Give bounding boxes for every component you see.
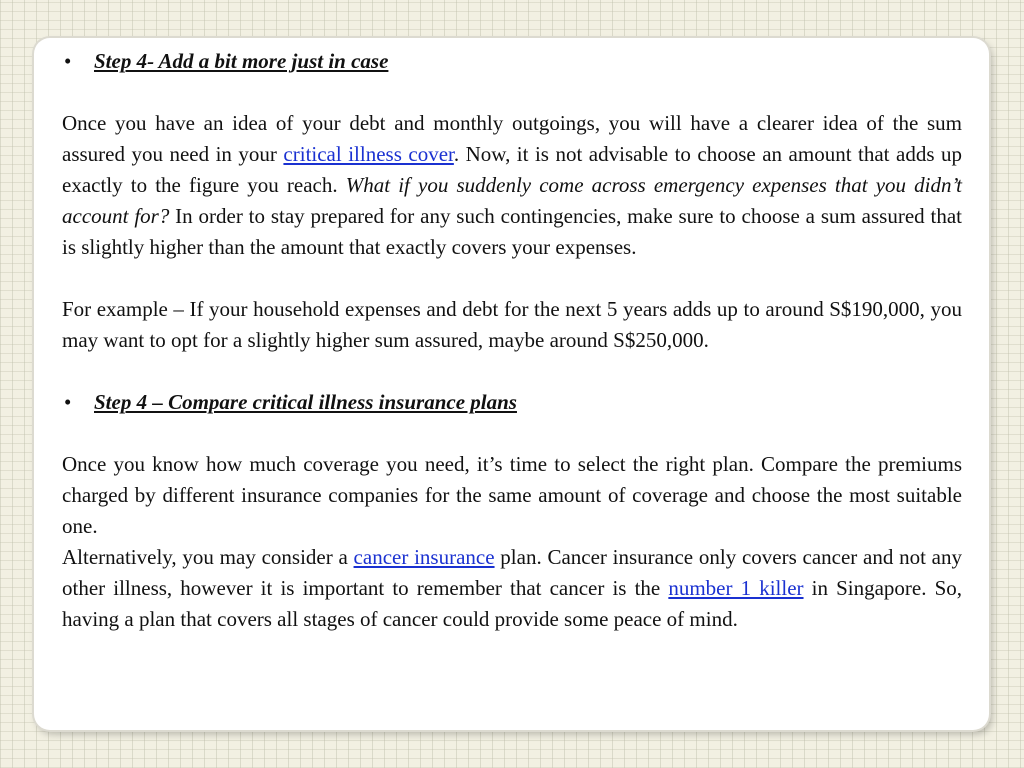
number-1-killer-link[interactable]: number 1 killer [668,576,804,600]
step4-compare-heading: Step 4 – Compare critical illness insurance plans [94,390,517,414]
step4-compare-bullet [62,387,962,418]
coverage-paragraph: Once you know how much coverage you need, it’s time to select the right plan. Compare the premiums charged by different insurance companies for the same amount of coverage and choose the most suitable one. [62,452,962,538]
slide-content-card [34,38,989,730]
bullet-icon: • [64,390,72,414]
critical-illness-cover-link[interactable]: critical illness cover [283,142,454,166]
debt-outgoings-paragraph: Once you have an idea of your debt and monthly outgoings, you will have a clearer idea of the sum assured you need in your critical illness cover. Now, it is not advisable to choose an amount that adds up exactly to the figure you reach. What if you suddenly come across emergency expenses that you didn’t account for? In order to stay prepared for any such contingencies, make sure to choose a sum assured that is slightly higher than the amount that exactly covers your expenses. [62,111,962,259]
emergency-question: What if you suddenly come across emergency expenses that you didn’t account for? [62,173,962,228]
example-paragraph: For example – If your household expenses and debt for the next 5 years adds up to around S$190,000, you may want to opt for a slightly higher sum assured, maybe around S$250,000. [62,297,962,352]
bullet-icon: • [64,49,72,73]
cancer-insurance-paragraph: Alternatively, you may consider a cancer insurance plan. Cancer insurance only covers cancer and not any other illness, however it is important to remember that cancer is the number 1 killer in Singapore. So, having a plan that covers all stages of cancer could provide some peace of mind. [62,545,963,631]
step4-add-more-bullet [62,46,962,77]
step4-add-more-heading: Step 4- Add a bit more just in case [94,49,389,73]
cancer-insurance-link[interactable]: cancer insurance [353,545,495,569]
